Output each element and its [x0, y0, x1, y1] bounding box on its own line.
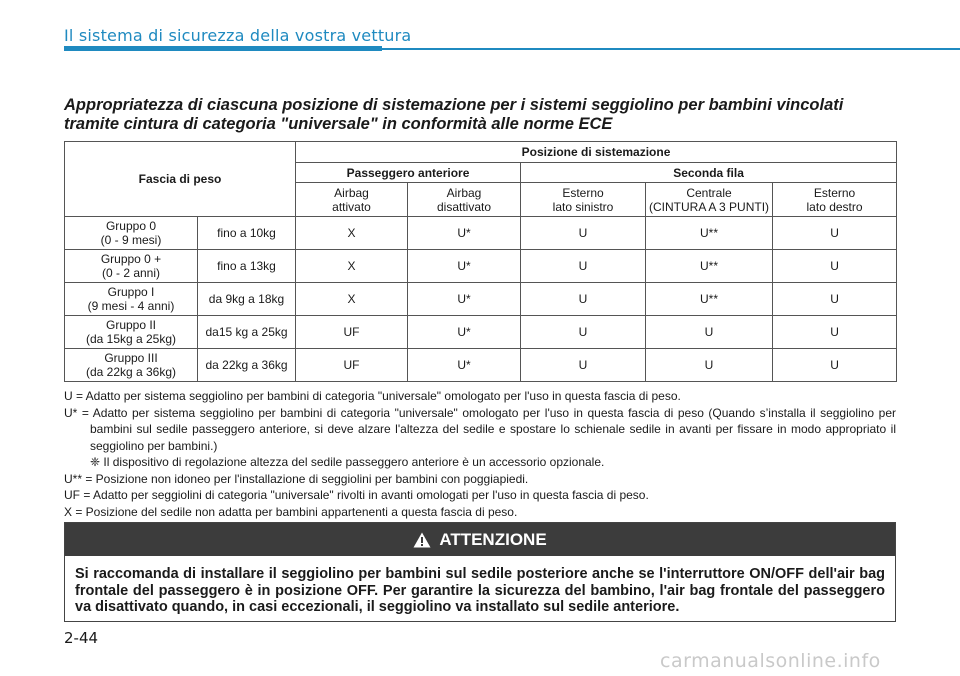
- value-cell: U: [646, 316, 773, 349]
- value-cell: X: [296, 283, 408, 316]
- warning-box: [64, 522, 896, 622]
- weight-cell: fino a 13kg: [198, 250, 296, 283]
- front-passenger-header: Passeggero anteriore: [296, 163, 521, 183]
- value-cell: U: [773, 349, 897, 382]
- value-cell: U: [773, 217, 897, 250]
- position-header: Posizione di sistemazione: [296, 142, 897, 163]
- sub-header-airbag-off: Airbag disattivato: [408, 183, 521, 217]
- value-cell: U: [773, 283, 897, 316]
- value-cell: U: [646, 349, 773, 382]
- header-title: Il sistema di sicurezza della vostra vettura: [64, 26, 412, 45]
- group-cell: Gruppo I (9 mesi - 4 anni): [65, 283, 198, 316]
- sub-header-airbag-on: Airbag attivato: [296, 183, 408, 217]
- weight-cell: da15 kg a 25kg: [198, 316, 296, 349]
- value-cell: U*: [408, 316, 521, 349]
- second-row-header: Seconda fila: [521, 163, 897, 183]
- value-cell: U: [521, 250, 646, 283]
- value-cell: U: [521, 316, 646, 349]
- value-cell: U: [521, 283, 646, 316]
- sub-header-outer-right: Esterno lato destro: [773, 183, 897, 217]
- value-cell: U: [773, 250, 897, 283]
- watermark: carmanualsonline.info: [660, 650, 881, 672]
- section-title: Appropriatezza di ciascuna posizione di sistemazione per i sistemi seggiolino per bambini vincolati tramite cintura di categoria "universale" in conformità alle norme ECE: [64, 96, 844, 133]
- value-cell: U**: [646, 217, 773, 250]
- note-seat-height: ❈ Il dispositivo di regolazione altezza del sedile passeggero anteriore è un accessorio opzionale.: [90, 455, 605, 469]
- header-rule-thin: [382, 48, 960, 50]
- table-row: [65, 349, 897, 382]
- value-cell: U*: [408, 283, 521, 316]
- value-cell: U: [521, 217, 646, 250]
- value-cell: U: [521, 349, 646, 382]
- weight-cell: da 22kg a 36kg: [198, 349, 296, 382]
- table-row: [65, 316, 897, 349]
- note-uf: UF = Adatto per seggiolini di categoria "universale" rivolti in avanti omologati per l'uso in questa fascia di peso.: [64, 488, 649, 502]
- value-cell: X: [296, 217, 408, 250]
- page-number: 2-44: [64, 629, 99, 647]
- value-cell: U: [773, 316, 897, 349]
- warning-triangle-icon: [413, 532, 431, 548]
- group-cell: Gruppo II (da 15kg a 25kg): [65, 316, 198, 349]
- value-cell: U*: [408, 250, 521, 283]
- sub-header-center: Centrale (CINTURA A 3 PUNTI): [646, 183, 773, 217]
- warning-title: ATTENZIONE: [439, 529, 547, 549]
- value-cell: U*: [408, 349, 521, 382]
- value-cell: U*: [408, 217, 521, 250]
- weight-header: Fascia di peso: [65, 142, 296, 217]
- sub-header-outer-left: Esterno lato sinistro: [521, 183, 646, 217]
- weight-cell: fino a 10kg: [198, 217, 296, 250]
- group-cell: Gruppo III (da 22kg a 36kg): [65, 349, 198, 382]
- group-cell: Gruppo 0 (0 - 9 mesi): [65, 217, 198, 250]
- value-cell: UF: [296, 316, 408, 349]
- weight-cell: da 9kg a 18kg: [198, 283, 296, 316]
- table-row: [65, 283, 897, 316]
- warning-text: Si raccomanda di installare il seggiolino per bambini sul sedile posteriore anche se l'interruttore ON/OFF dell'air bag frontale del passeggero è in posizione OFF. Per garantire la sicurezza del bambino, l'air bag frontale del passeggero va disattivato quando, in casi eccezionali, il seggiolino va installato sul sedile anteriore.: [75, 566, 885, 615]
- header-rule-thick: [64, 46, 382, 51]
- legend-notes: [64, 388, 896, 520]
- table-row: [65, 217, 897, 250]
- note-u-star: U* = Adatto per sistema seggiolino per bambini di categoria "universale" omologato per l'uso in questa fascia di peso (Quando s’installa il seggiolino per bambini sul sedile passeggero anteriore, si deve alzare l'altezza del sedile e spostare lo schienale sedile in avanti per fissare in modo appropriato il seggiolino per bambini.): [64, 405, 896, 453]
- warning-header: [65, 523, 895, 556]
- value-cell: UF: [296, 349, 408, 382]
- value-cell: U**: [646, 283, 773, 316]
- note-u-double-star: U** = Posizione non idoneo per l'installazione di seggiolini per bambini con poggiapiedi.: [64, 471, 529, 486]
- group-cell: Gruppo 0 + (0 - 2 anni): [65, 250, 198, 283]
- table-row: [65, 250, 897, 283]
- value-cell: U**: [646, 250, 773, 283]
- value-cell: X: [296, 250, 408, 283]
- compatibility-table: [64, 141, 897, 382]
- note-x: X = Posizione del sedile non adatta per bambini appartenenti a questa fascia di peso.: [64, 504, 518, 519]
- note-u: U = Adatto per sistema seggiolino per bambini di categoria "universale" omologato per l'uso in questa fascia di peso.: [64, 389, 681, 403]
